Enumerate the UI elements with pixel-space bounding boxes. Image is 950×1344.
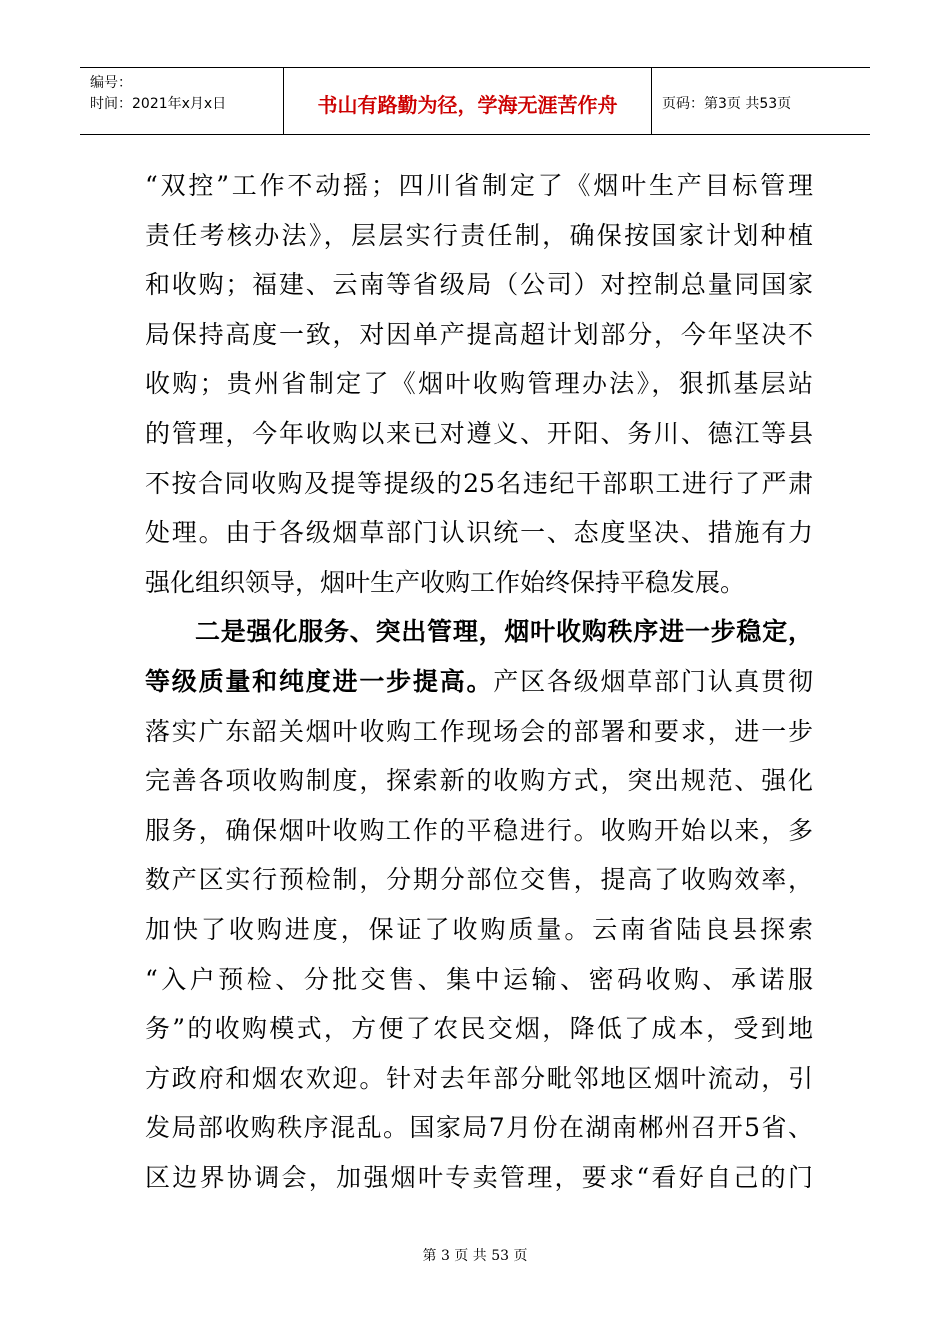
page-header — [80, 67, 870, 135]
text-line — [145, 657, 813, 707]
text-line: 的管理，今年收购以来已对遵义、开阳、务川、德江等县 — [145, 418, 813, 448]
text-line: 数产区实行预检制，分期分部位交售，提高了收购效率， — [145, 865, 813, 895]
text-line: 强化组织领导，烟叶生产收购工作始终保持平稳发展。 — [145, 567, 746, 597]
document-time: 时间：2021年x月x日 — [90, 96, 227, 112]
document-body — [145, 161, 813, 1202]
paragraph-heading: 二是强化服务、突出管理，烟叶收购秩序进一步稳定， — [195, 617, 813, 647]
text-line: “入户预检、分批交售、集中运输、密码收购、承诺服 — [145, 964, 813, 994]
text-line: 局保持高度一致，对因单产提高超计划部分，今年坚决不 — [145, 319, 813, 349]
paragraph-text: 产区各级烟草部门认真贯彻 — [493, 666, 813, 696]
page-footer: 第 3 页 共 53 页 — [422, 1248, 528, 1264]
text-line: 收购；贵州省制定了《烟叶收购管理办法》，狠抓基层站 — [145, 369, 813, 399]
text-line: 发局部收购秩序混乱。国家局7月份在湖南郴州召开5省、 — [145, 1113, 813, 1143]
text-line: 服务，确保烟叶收购工作的平稳进行。收购开始以来，多 — [145, 815, 813, 845]
text-line: 方政府和烟农欢迎。针对去年部分毗邻地区烟叶流动，引 — [145, 1063, 813, 1093]
document-number: 编号： — [90, 75, 132, 91]
text-line: 责任考核办法》，层层实行责任制，确保按国家计划种植 — [145, 220, 813, 250]
text-line: 务”的收购模式，方便了农民交烟，降低了成本，受到地 — [145, 1014, 813, 1044]
text-line: 和收购；福建、云南等省级局（公司）对控制总量同国家 — [145, 270, 813, 300]
text-line: “双控”工作不动摇；四川省制定了《烟叶生产目标管理 — [145, 171, 813, 200]
text-line: 加快了收购进度，保证了收购质量。云南省陆良县探索 — [145, 914, 813, 944]
text-line: 不按合同收购及提等提级的25名违纪干部职工进行了严肃 — [145, 468, 813, 498]
paragraph-heading-end: 等级质量和纯度进一步提高。 — [145, 666, 494, 696]
header-page-number: 页码：第3页 共53页 — [662, 96, 792, 112]
text-line: 处理。由于各级烟草部门认识统一、态度坚决、措施有力 — [145, 518, 813, 548]
text-line: 落实广东韶关烟叶收购工作现场会的部署和要求，进一步 — [145, 716, 813, 746]
header-meta — [80, 68, 284, 134]
text-line: 区边界协调会，加强烟叶专卖管理，要求“看好自己的门 — [145, 1162, 813, 1192]
text-line: 完善各项收购制度，探索新的收购方式，突出规范、强化 — [145, 766, 813, 796]
header-motto: 书山有路勤为径，学海无涯苦作舟 — [284, 68, 652, 134]
